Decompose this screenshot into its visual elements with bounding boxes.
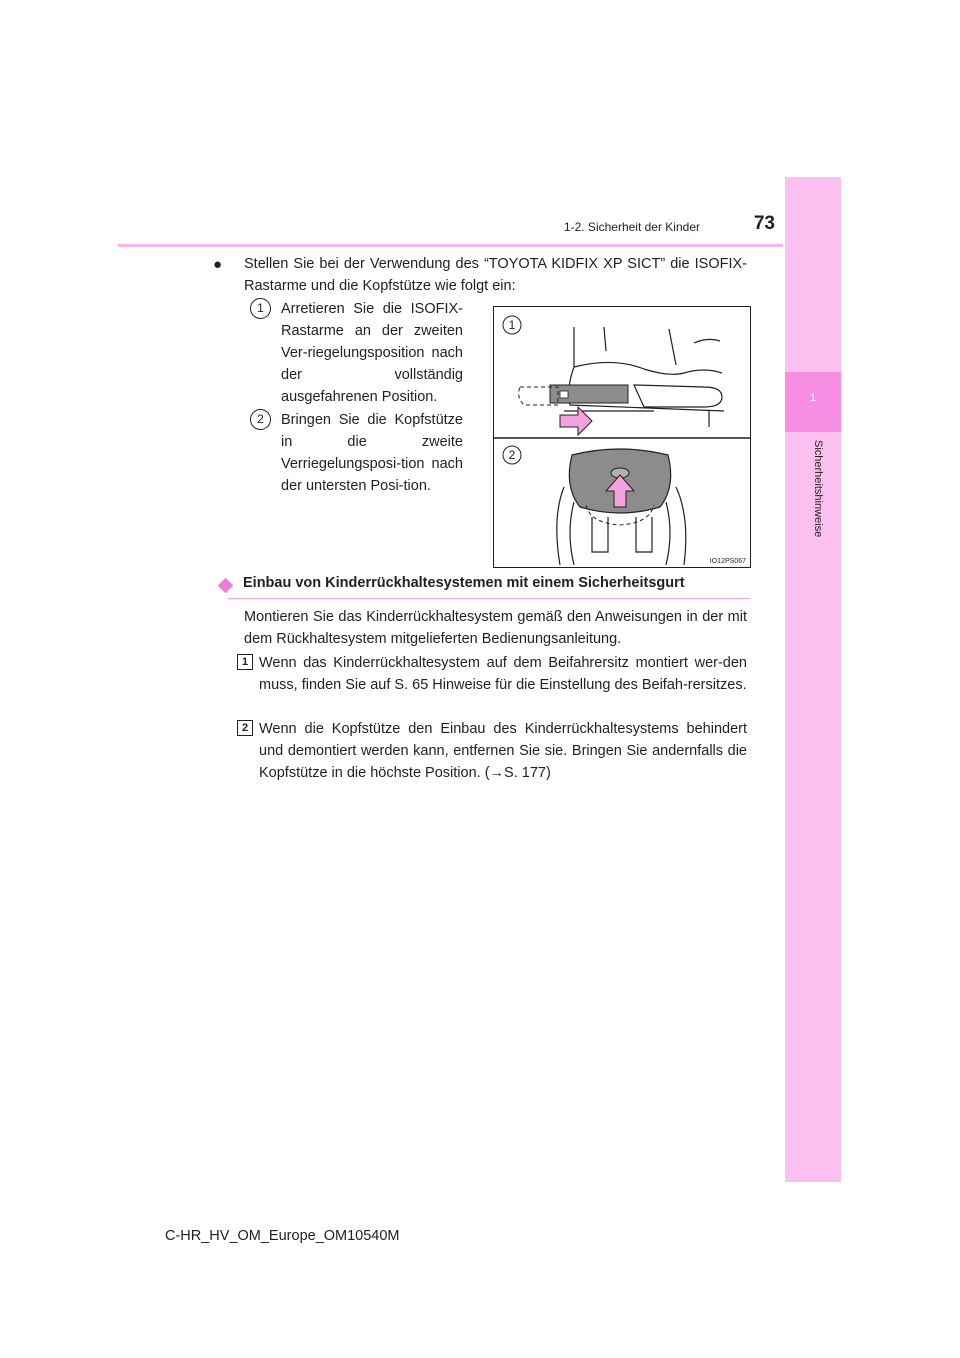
step-1-text: Arretieren Sie die ISOFIX-Rastarme an der zweiten Ver-riegelungsposition nach der vollständig ausgefahrenen Position. <box>281 301 463 405</box>
step-1-marker: 1 <box>250 298 271 319</box>
section-rule <box>228 598 750 599</box>
item-1-text: Wenn das Kinderrückhaltesystem auf dem Beifahrersitz montiert wer-den muss, finden Sie auf S. 65 Hinweise für die Einstellung des Beifah-rersitzes. <box>259 655 747 693</box>
item-2-marker: 2 <box>237 720 253 736</box>
chapter-title-container <box>800 440 830 580</box>
figure-label-1: 1 <box>508 318 516 332</box>
isofix-headrest-illustration <box>494 307 750 567</box>
figure-caption: IO12PS067 <box>709 558 746 565</box>
isofix-arm-drawing <box>564 327 724 427</box>
chapter-title: Sicherheitshinweise <box>812 440 824 538</box>
step-2-text: Bringen Sie die Kopfstütze in die zweite Verriegelungsposi-tion nach der untersten Posi-tion. <box>281 412 463 494</box>
figure-label-2: 2 <box>508 448 516 462</box>
header-rule <box>118 244 783 247</box>
section-intro: Montieren Sie das Kinderrückhaltesystem gemäß den Anweisungen in der mit dem Rückhaltesystem mitgelieferten Bedienungsanleitung. <box>244 609 747 647</box>
page-number: 73 <box>753 213 775 234</box>
bullet-icon: ● <box>213 256 223 273</box>
diamond-icon <box>218 578 234 594</box>
item-1-marker: 1 <box>237 654 253 670</box>
illustration <box>493 306 751 568</box>
chapter-number: 1 <box>809 392 817 404</box>
document-code: C-HR_HV_OM_Europe_OM10540M <box>165 1228 400 1244</box>
section-title: Einbau von Kinderrückhaltesystemen mit einem Sicherheitsgurt <box>243 575 685 591</box>
item-2-text: Wenn die Kopfstütze den Einbau des Kinderrückhaltesystems behindert und demontiert werden kann, entfernen Sie sie. Bringen Sie andernfalls die Kopfstütze in die höchste Position. (→S. 177) <box>259 721 747 781</box>
section-heading: 1-2. Sicherheit der Kinder <box>563 220 700 234</box>
side-tab <box>785 177 841 1182</box>
bullet-text: Stellen Sie bei der Verwendung des “TOYOTA KIDFIX XP SICT” die ISOFIX-Rastarme und die Kopfstütze wie folgt ein: <box>244 256 747 294</box>
step-2-marker: 2 <box>250 409 271 430</box>
